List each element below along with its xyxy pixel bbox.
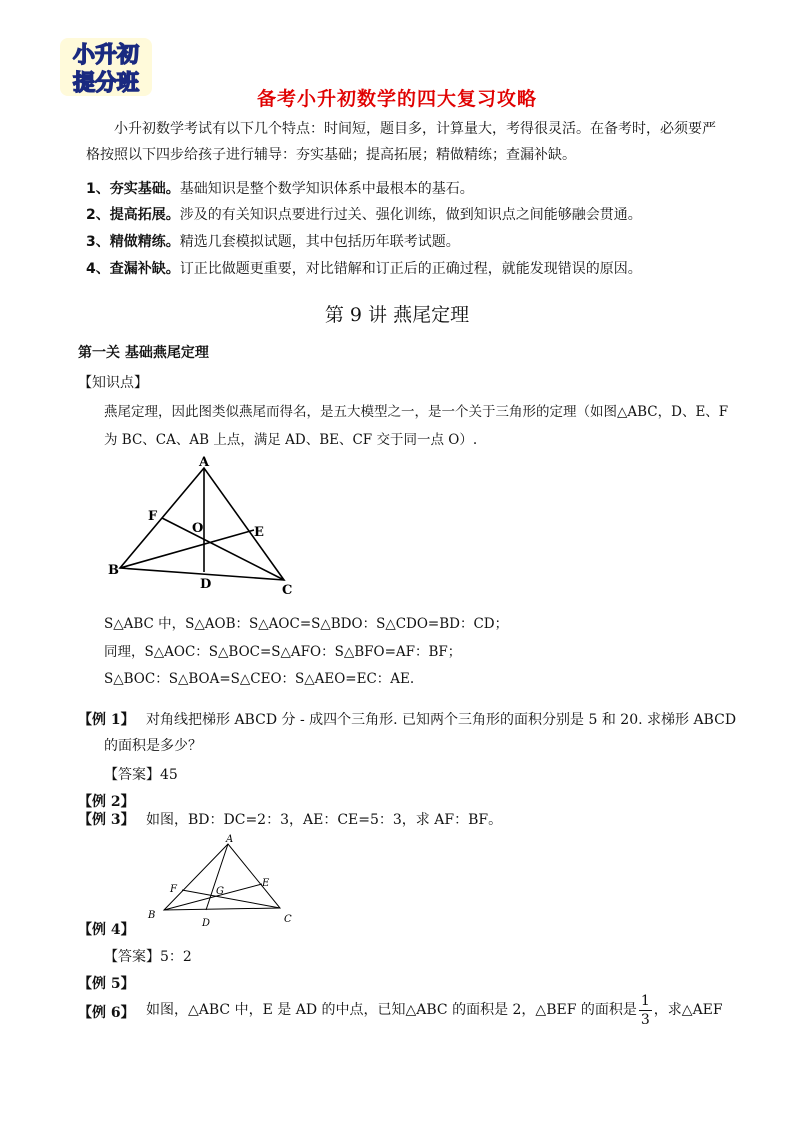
fig2-label-c: C <box>284 914 292 925</box>
fig2-label-d: D <box>202 918 211 929</box>
example-4-label: 【例 4】 <box>78 922 135 938</box>
fig1-label-e: E <box>254 525 264 540</box>
fig1-label-b: B <box>108 563 119 578</box>
fig1-label-o: O <box>192 521 204 536</box>
logo-text-line2: 提分班 <box>72 71 140 96</box>
intro-paragraph: 小升初数学考试有以下几个特点：时间短，题目多，计算量大，考得很灵活。在备考时，必须要严格按照以下四步给孩子进行辅导：夯实基础；提高拓展；精做精练；查漏补缺。 <box>86 121 716 163</box>
section-title: 第一关 基础燕尾定理 <box>78 345 209 361</box>
equation-3: S△BOC：S△BOA=S△CEO：S△AEO=EC：AE. <box>104 671 415 687</box>
fraction-denominator: 3 <box>640 1011 650 1028</box>
example-1-text-line1: 对角线把梯形 ABCD 分 - 成四个三角形. 已知两个三角形的面积分别是 5 和 20. 求梯形 ABCD <box>146 712 737 728</box>
example-1-answer: 【答案】45 <box>104 767 178 783</box>
example-1-label: 【例 1】 <box>78 712 135 728</box>
example-5-label: 【例 5】 <box>78 976 135 992</box>
fig2-label-b: B <box>148 910 156 921</box>
knowledge-label: 【知识点】 <box>78 375 148 391</box>
fig1-label-a: A <box>199 455 210 470</box>
figure-triangle-1 <box>104 452 300 598</box>
example-1-text-line2: 的面积是多少？ <box>104 738 202 754</box>
step-1 <box>86 178 474 198</box>
step-2-label: 2、提高拓展。 <box>86 207 180 223</box>
figure-triangle-2 <box>142 832 302 932</box>
definition-text: 燕尾定理，因此图类似燕尾而得名，是五大模型之一，是一个关于三角形的定理（如图△ABC，D、E、F 为 BC、CA、AB 上点，满足 AD、BE、CF 交于同一点 O）. <box>104 404 729 448</box>
example-6-text-after: ，求△AEF <box>653 1002 723 1018</box>
logo-text-line1: 小升初 <box>72 43 140 68</box>
fig1-label-d: D <box>200 577 212 592</box>
fig2-label-a: A <box>226 834 234 845</box>
example-6-label: 【例 6】 <box>78 1005 135 1021</box>
step-3-label: 3、精做精练。 <box>86 234 180 250</box>
fig1-label-f: F <box>148 509 158 524</box>
example-3-text: 如图，BD：DC=2：3，AE：CE=5：3，求 AF：BF。 <box>146 812 503 828</box>
step-3 <box>86 231 460 251</box>
step-1-text: 基础知识是整个数学知识体系中最根本的基石。 <box>179 181 474 197</box>
fraction-numerator: 1 <box>640 992 650 1009</box>
step-3-text: 精选几套模拟试题，其中包括历年联考试题。 <box>179 234 460 250</box>
step-2 <box>86 204 642 224</box>
lecture-title: 第 9 讲 燕尾定理 <box>324 304 470 326</box>
equation-1: S△ABC 中，S△AOB：S△AOC=S△BDO：S△CDO=BD：CD； <box>104 616 509 632</box>
step-2-text: 涉及的有关知识点要进行过关、强化训练，做到知识点之间能够融会贯通。 <box>179 207 642 223</box>
step-4 <box>86 258 642 278</box>
step-4-text: 订正比做题更重要，对比错解和订正后的正确过程，就能发现错误的原因。 <box>179 261 642 277</box>
page-title: 备考小升初数学的四大复习攻略 <box>256 88 537 110</box>
example-2-label: 【例 2】 <box>78 794 135 810</box>
equation-2: 同理，S△AOC：S△BOC=S△AFO：S△BFO=AF：BF； <box>104 644 462 660</box>
fig2-label-f: F <box>170 884 177 895</box>
fig1-label-c: C <box>282 583 293 598</box>
fig2-label-g: G <box>216 886 224 897</box>
fig2-label-e: E <box>262 878 270 889</box>
step-4-label: 4、查漏补缺。 <box>86 261 180 277</box>
example-3-label: 【例 3】 <box>78 812 135 828</box>
example-4-answer: 【答案】5：2 <box>104 949 192 965</box>
fraction-one-third <box>639 992 652 1029</box>
example-6-text-before: 如图，△ABC 中，E 是 AD 的中点，已知△ABC 的面积是 2，△BEF 的面积是 <box>146 1002 637 1018</box>
step-1-label: 1、夯实基础。 <box>86 181 180 197</box>
example-6-text <box>146 990 723 1030</box>
